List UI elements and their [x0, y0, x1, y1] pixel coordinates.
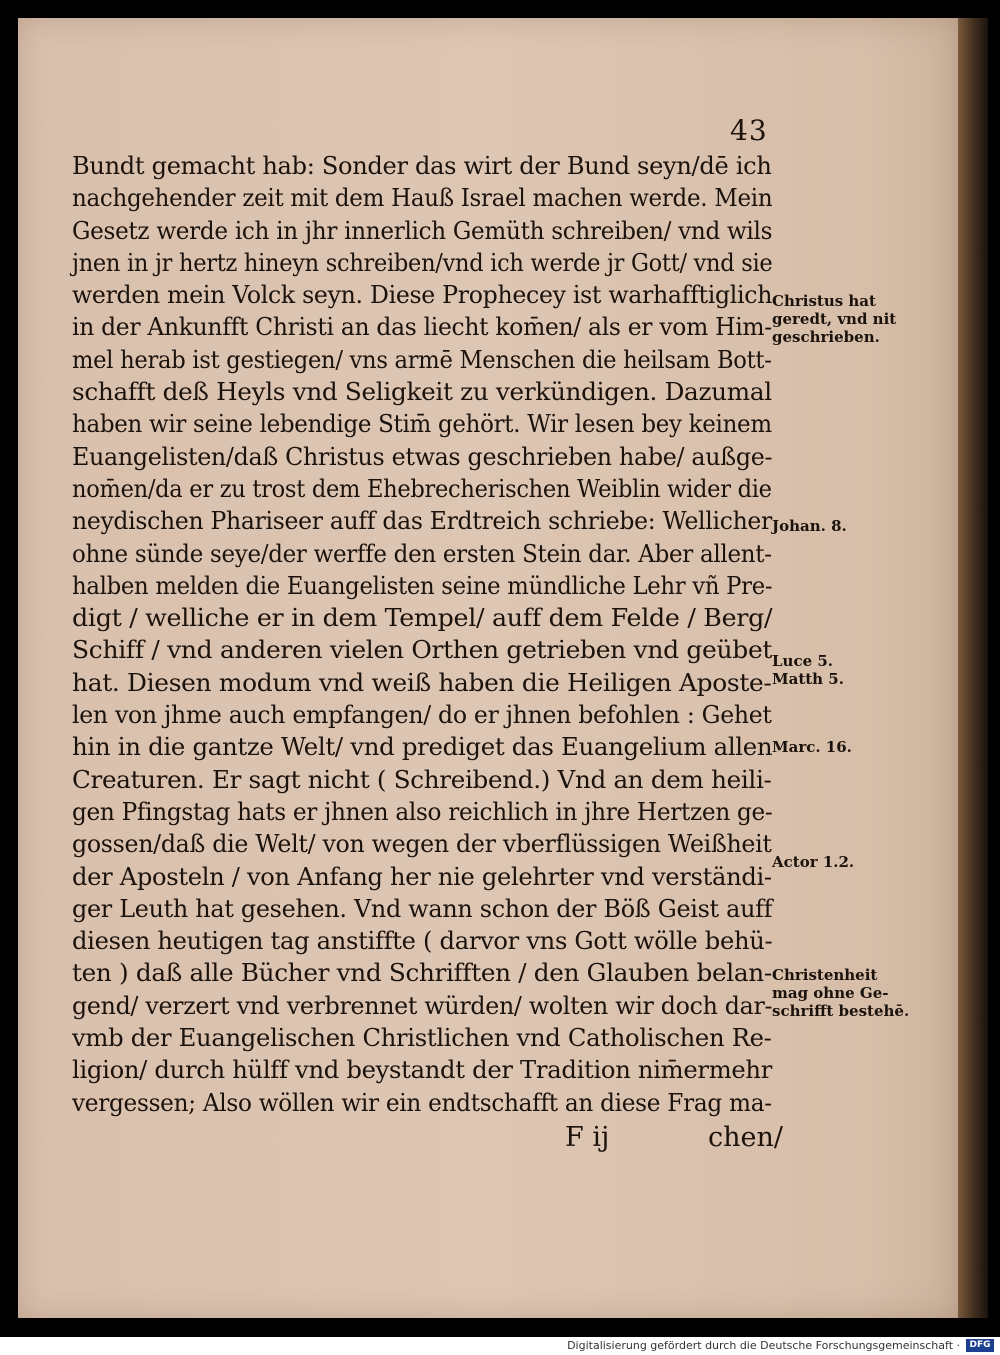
text-line: haben wir seine lebendige Stim̄ gehört. Wir lesen bey keinem: [72, 410, 772, 439]
text-line: Schiff / vnd anderen vielen Orthen getrieben vnd geübet: [72, 636, 773, 665]
margin-note-line: mag ohne Ge-: [772, 984, 889, 1002]
margin-note-line: geredt, vnd nit: [772, 310, 897, 328]
text-line: gend/ verzert vnd verbrennet würden/ wolten wir doch dar-: [72, 991, 773, 1020]
margin-note-5: [772, 853, 912, 871]
signature-mark: F ij: [565, 1122, 610, 1153]
margin-note-line: geschrieben.: [772, 328, 880, 346]
margin-note-line: Luce 5.: [772, 652, 834, 670]
text-line: der Aposteln / von Anfang her nie gelehrter vnd verständi-: [72, 862, 772, 891]
text-line: Creaturen. Er sagt nicht ( Schreibend.) Vnd an dem heili-: [72, 765, 772, 794]
margin-note-line: Johan. 8.: [772, 517, 847, 535]
text-line: hin in die gantze Welt/ vnd prediget das Euangelium allen: [72, 733, 773, 762]
text-line: Bundt gemacht hab: Sonder das wirt der Bund seyn/dē ich: [72, 152, 772, 180]
text-line: ger Leuth hat gesehen. Vnd wann schon der Böß Geist auff: [72, 894, 773, 923]
margin-note-1: [772, 292, 912, 346]
page-number: 43: [730, 114, 768, 147]
margin-note-line: Matth 5.: [772, 670, 844, 688]
book-spine-edge: [958, 18, 988, 1318]
margin-note-6: [772, 966, 912, 1020]
main-text-block: [72, 150, 772, 1119]
text-line: in der Ankunfft Christi an das liecht kom̄en/ als er vom Him-: [72, 313, 772, 342]
text-line: digt / welliche er in dem Tempel/ auff dem Felde / Berg/: [72, 604, 773, 633]
text-line: gen Pfingstag hats er jhnen also reichlich in jhre Hertzen ge-: [72, 797, 773, 826]
text-line: vergessen; Also wöllen wir ein endtschafft an diese Frag ma-: [72, 1088, 772, 1117]
dfg-logo: DFG: [966, 1339, 994, 1352]
text-line: len von jhme auch empfangen/ do er jhnen befohlen : Gehet: [72, 701, 772, 730]
catchword: chen/: [708, 1122, 783, 1153]
margin-note-3: [772, 652, 912, 688]
text-line: nachgehender zeit mit dem Hauß Israel machen werde. Mein: [72, 184, 773, 213]
text-line: gossen/daß die Welt/ von wegen der vberflüssigen Weißheit: [72, 830, 772, 859]
text-line: Gesetz werde ich in jhr innerlich Gemüth schreiben/ vnd wils: [72, 216, 773, 245]
text-line: mel herab ist gestiegen/ vns armē Menschen die heilsam Bott-: [72, 345, 772, 374]
margin-note-line: Actor 1.2.: [772, 853, 855, 871]
text-line: ten ) daß alle Bücher vnd Schrifften / den Glauben belan-: [72, 959, 772, 988]
text-line: schafft deß Heyls vnd Seligkeit zu verkündigen. Dazumal: [72, 378, 772, 407]
text-line: ligion/ durch hülff vnd beystandt der Tradition nim̄ermehr: [72, 1056, 773, 1085]
margin-note-line: schrifft bestehē.: [772, 1002, 910, 1020]
text-line: diesen heutigen tag anstiffte ( darvor vns Gott wölle behü-: [72, 927, 773, 956]
margin-note-line: Christenheit: [772, 966, 878, 984]
margin-note-line: Marc. 16.: [772, 738, 852, 756]
footer-bar: [0, 1337, 1000, 1355]
text-line: jnen in jr hertz hineyn schreiben/vnd ich werde jr Gott/ vnd sie: [72, 248, 773, 277]
margin-note-4: [772, 738, 912, 756]
text-line: halben melden die Euangelisten seine mündliche Lehr vñ Pre-: [72, 571, 773, 600]
funding-notice: Digitalisierung gefördert durch die Deutsche Forschungsgemeinschaft ·: [567, 1339, 960, 1352]
text-line: Euangelisten/daß Christus etwas geschrieben habe/ außge-: [72, 442, 773, 471]
text-line: hat. Diesen modum vnd weiß haben die Heiligen Aposte-: [72, 668, 772, 697]
text-line: vmb der Euangelischen Christlichen vnd Catholischen Re-: [72, 1024, 772, 1053]
text-line: werden mein Volck seyn. Diese Prophecey ist warhafftiglich: [72, 281, 773, 310]
margin-note-line: Christus hat: [772, 292, 876, 310]
margin-note-2: [772, 517, 912, 535]
text-line: ohne sünde seye/der werffe den ersten Stein dar. Aber allent-: [72, 539, 772, 568]
text-line: nom̄en/da er zu trost dem Ehebrecherischen Weiblin wider die: [72, 474, 772, 503]
text-line: neydischen Phariseer auff das Erdtreich schriebe: Wellicher: [72, 507, 772, 536]
